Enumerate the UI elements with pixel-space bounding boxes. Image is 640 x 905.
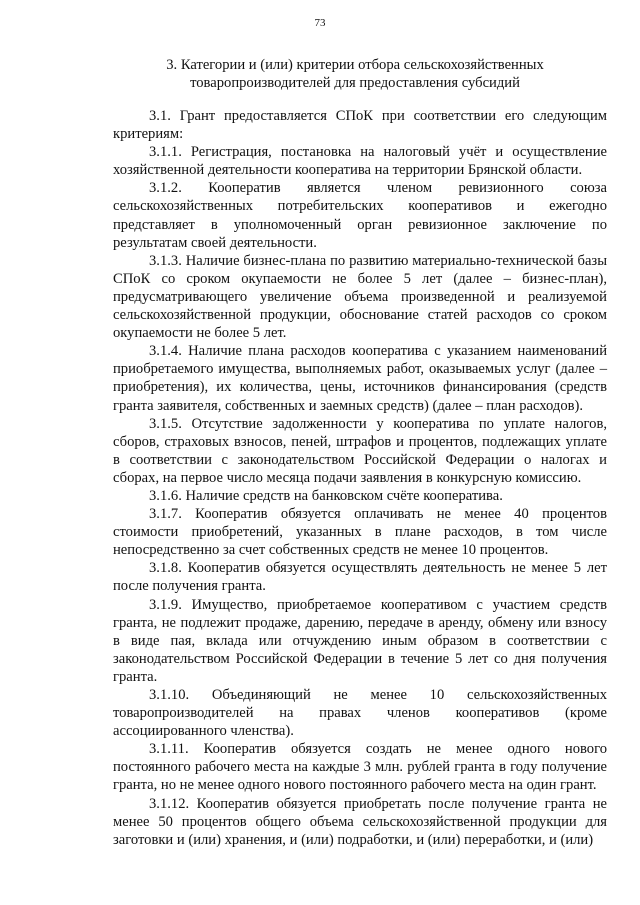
paragraph-3-1-2: 3.1.2. Кооператив является членом ревизионного союза сельскохозяйственных потребительских кооперативов и ежегодно представляет в уполномоченный орган ревизионное заключение по результатам своей деятельности.: [113, 180, 607, 251]
paragraph-3-1-4: 3.1.4. Наличие плана расходов кооператива с указанием наименований приобретаемого имущества, выполняемых работ, оказываемых услуг (далее – приобретения), их количества, цены, источников финансирования (средств гранта заявителя, собственных и заемных средств) (далее – план расходов).: [113, 343, 607, 414]
paragraph-3-1-6: 3.1.6. Наличие средств на банковском счёте кооператива.: [149, 487, 503, 504]
section-title-line-2: товаропроизводителей для предоставления субсидий: [190, 75, 520, 91]
paragraph-3-1-7: 3.1.7. Кооператив обязуется оплачивать не менее 40 процентов стоимости приобретений, указанных в плане расходов, в том числе непосредственно за счет собственных средств не менее 10 процентов.: [113, 506, 607, 559]
section-title: [110, 56, 600, 92]
paragraph-3-1-8: 3.1.8. Кооператив обязуется осуществлять деятельность не менее 5 лет после получения гранта.: [113, 560, 607, 595]
section-title-line-1: 3. Категории и (или) критерии отбора сельскохозяйственных: [166, 57, 544, 73]
paragraph-3-1-5: 3.1.5. Отсутствие задолженности у кооператива по уплате налогов, сборов, страховых взносов, пеней, штрафов и процентов, подлежащих уплате в соответствии с законодательством Российской Федерации о налогах и сборах, на первое число месяца подачи заявления в конкурсную комиссию.: [113, 415, 607, 486]
paragraph-3-1-11: 3.1.11. Кооператив обязуется создать не менее одного нового постоянного рабочего места на каждые 3 млн. рублей гранта в году получение гранта, но не менее одного нового постоянного рабочего места на один грант.: [113, 741, 607, 794]
paragraph-3-1: 3.1. Грант предоставляется СПоК при соответствии его следующим критериям:: [113, 108, 607, 143]
page-number: 73: [314, 17, 326, 29]
paragraph-3-1-3: 3.1.3. Наличие бизнес-плана по развитию материально-технической базы СПоК со сроком окупаемости не более 5 лет (далее – бизнес-план), предусматривающего увеличение объема произведенной и реализуемой сельскохозяйственной продукции, обоснование статей расходов со сроком окупаемости не более 5 лет.: [113, 252, 607, 342]
paragraph-3-1-1: 3.1.1. Регистрация, постановка на налоговый учёт и осуществление хозяйственной деятельности кооператива на территории Брянской области.: [113, 144, 607, 179]
document-body: [113, 107, 607, 849]
paragraph-3-1-10: 3.1.10. Объединяющий не менее 10 сельскохозяйственных товаропроизводителей на правах членов кооперативов (кроме ассоциированного членства).: [113, 687, 607, 740]
paragraph-3-1-12: 3.1.12. Кооператив обязуется приобретать после получение гранта не менее 50 процентов общего объема сельскохозяйственной продукции для заготовки и (или) хранения, и (или) подработки, и (или) переработки, и (или): [113, 795, 607, 848]
paragraph-3-1-9: 3.1.9. Имущество, приобретаемое кооперативом с участием средств гранта, не подлежит продаже, дарению, передаче в аренду, обмену или взносу в виде пая, вклада или отчуждению иным образом в соответствии с законодательством Российской Федерации в течение 5 лет со дня получения гранта.: [113, 596, 607, 685]
